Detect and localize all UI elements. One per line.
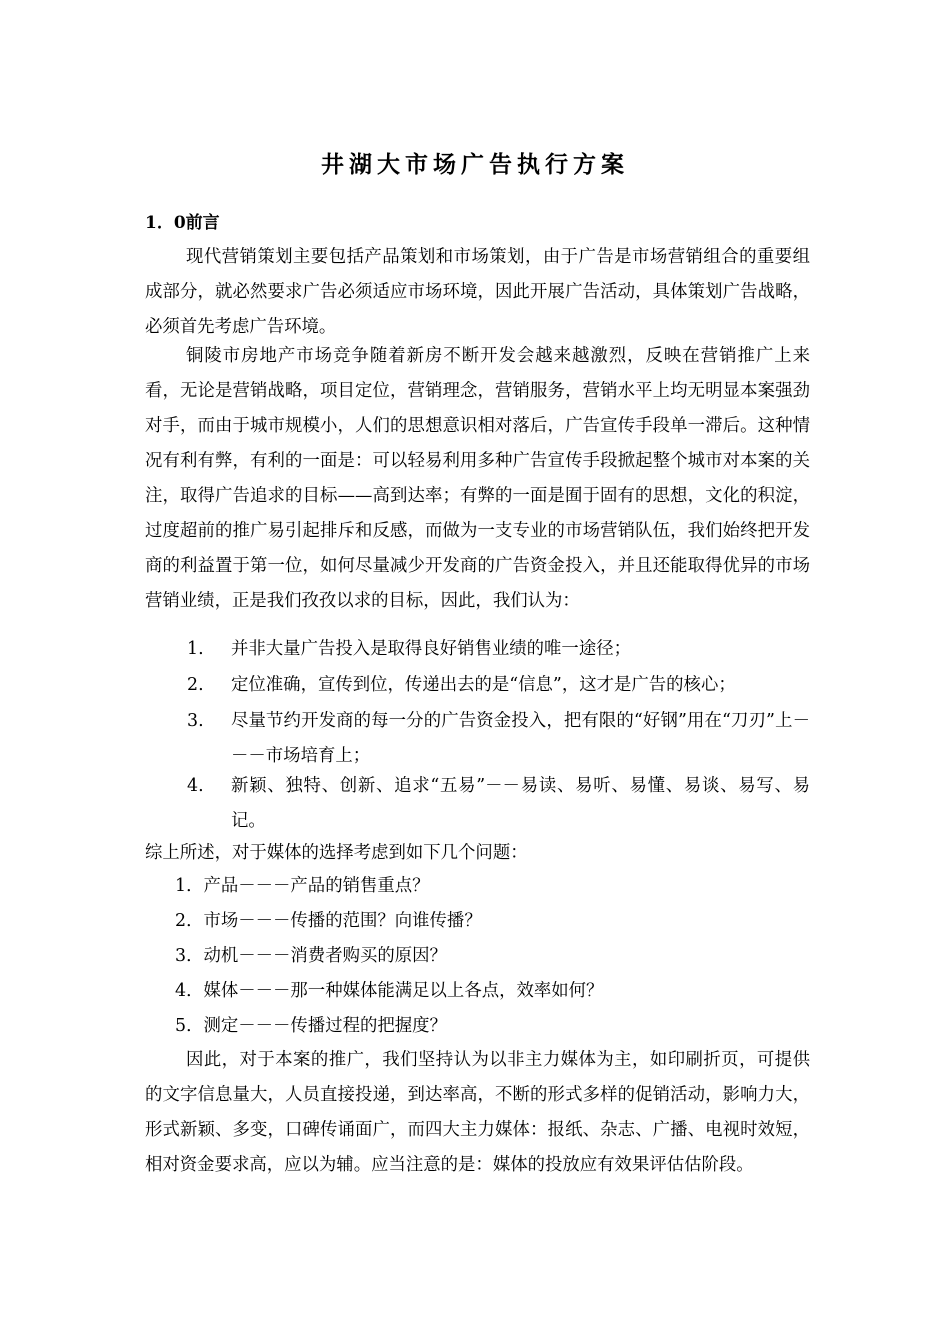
point-number: 1. <box>187 639 204 659</box>
point-text: 尽量节约开发商的每一分的广告资金投入，把有限的“好钢”用在“刀刃”上－－－市场培育上； <box>231 711 810 766</box>
point-text: 定位准确，宣传到位，传递出去的是“信息”，这才是广告的核心； <box>231 675 736 695</box>
question-item: 4．媒体－－－那一种媒体能满足以上各点，效率如何？ <box>175 981 604 1001</box>
question-item: 5．测定－－－传播过程的把握度？ <box>175 1016 447 1036</box>
numbered-point <box>145 704 810 774</box>
numbered-point <box>145 668 810 703</box>
point-number: 3. <box>187 711 204 731</box>
market-analysis-paragraph: 铜陵市房地产市场竞争随着新房不断开发会越来越激烈，反映在营销推广上来看，无论是营销战略，项目定位，营销理念，营销服务，营销水平上均无明显本案强劲对手，而由于城市规模小，人们的思想意识相对落后，广告宣传手段单一滞后。这种情况有利有弊，有利的一面是：可以轻易利用多种广告宣传手段掀起整个城市对本案的关注，取得广告追求的目标——高到达率；有弊的一面是囿于固有的思想，文化的积淀，过度超前的推广易引起排斥和反感，而做为一支专业的市场营销队伍，我们始终把开发商的利益置于第一位，如何尽量减少开发商的广告资金投入，并且还能取得优异的市场营销业绩，正是我们孜孜以求的目标，因此，我们认为： <box>145 346 810 611</box>
question-item: 1．产品－－－产品的销售重点？ <box>175 876 430 896</box>
point-number: 4. <box>187 776 204 796</box>
intro-paragraph: 现代营销策划主要包括产品策划和市场策划，由于广告是市场营销组合的重要组成部分，就必然要求广告必须适应市场环境，因此开展广告活动，具体策划广告战略，必须首先考虑广告环境。 <box>145 247 810 337</box>
numbered-point <box>145 769 810 839</box>
document-title: 井湖大市场广告执行方案 <box>321 151 629 178</box>
point-text: 新颖、独特、创新、追求“五易”－－易读、易听、易懂、易谈、易写、易记。 <box>231 776 810 831</box>
point-text: 并非大量广告投入是取得良好销售业绩的唯一途径； <box>231 639 631 659</box>
conclusion-paragraph: 因此，对于本案的推广，我们坚持认为以非主力媒体为主，如印刷折页，可提供的文字信息量大，人员直接投递，到达率高，不断的形式多样的促销活动，影响力大，形式新颖、多变，口碑传诵面广，而四大主力媒体：报纸、杂志、广播、电视时效短，相对资金要求高，应以为辅。应当注意的是：媒体的投放应有效果评估估阶段。 <box>145 1050 810 1175</box>
numbered-point <box>145 632 810 667</box>
question-item: 3．动机－－－消费者购买的原因？ <box>175 946 447 966</box>
point-number: 2. <box>187 675 204 695</box>
question-item: 2．市场－－－传播的范围？向谁传播？ <box>175 911 482 931</box>
section-heading: 1．0前言 <box>145 213 220 233</box>
summary-line: 综上所述，对于媒体的选择考虑到如下几个问题： <box>145 843 528 863</box>
